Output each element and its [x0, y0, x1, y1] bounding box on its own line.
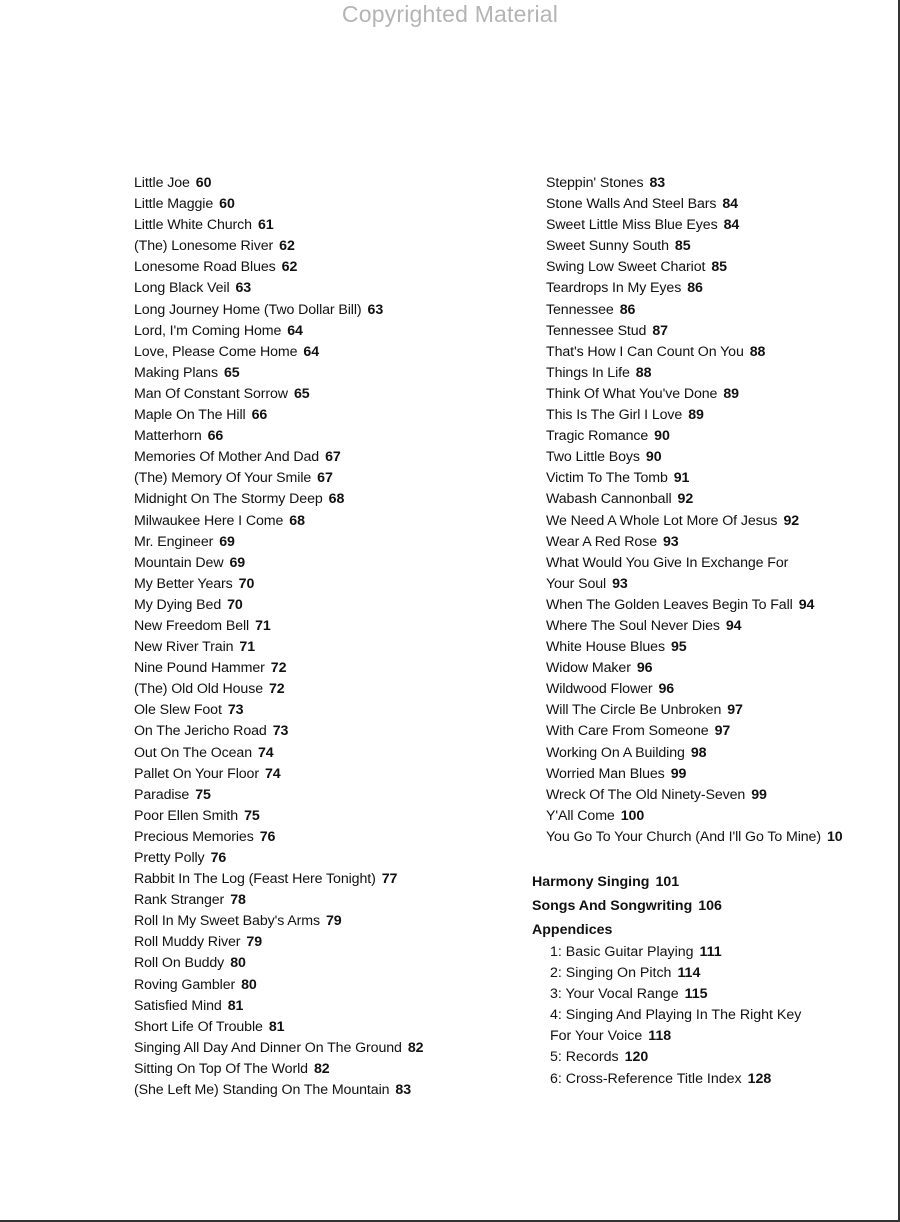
- entry-page-number: 64: [303, 343, 319, 360]
- appendix-entry: [546, 1026, 900, 1047]
- index-entry: [546, 764, 900, 785]
- index-entry: [134, 764, 514, 785]
- index-entry: [546, 721, 900, 742]
- entry-page-number: 92: [783, 512, 800, 529]
- index-entry: [546, 595, 900, 616]
- entry-title: Harmony Singing: [532, 874, 650, 890]
- entry-page-number: 62: [279, 238, 295, 255]
- entry-title: Roving Gambler: [134, 976, 236, 993]
- entry-title: Swing Low Sweet Chariot: [546, 259, 706, 276]
- entry-page-number: 83: [649, 175, 666, 191]
- index-entry: [134, 1038, 514, 1059]
- entry-title: Memories Of Mother And Dad: [134, 449, 320, 466]
- index-entry: [134, 806, 514, 827]
- index-entry: [134, 405, 514, 426]
- entry-title: Rabbit In The Log (Feast Here Tonight): [134, 871, 376, 888]
- index-entry: [546, 447, 900, 468]
- entry-page-number: 97: [714, 723, 731, 740]
- index-entry: [134, 1017, 514, 1038]
- index-entry: [134, 278, 514, 299]
- entry-title: That's How I Can Count On You: [546, 343, 744, 360]
- entry-title: 4: Singing And Playing In The Right Key: [550, 1007, 802, 1024]
- entry-title: Wildwood Flower: [546, 681, 653, 698]
- entry-page-number: 96: [658, 681, 675, 698]
- index-entry: [134, 911, 514, 932]
- entry-title: Poor Ellen Smith: [134, 807, 239, 824]
- entry-title: Singing All Day And Dinner On The Ground: [134, 1039, 402, 1056]
- entry-page-number: 83: [395, 1082, 411, 1099]
- index-entry: [134, 700, 514, 721]
- entry-page-number: 115: [684, 986, 708, 1003]
- index-entry: [134, 1080, 514, 1101]
- entry-page-number: 79: [325, 913, 342, 930]
- index-entry: [134, 489, 514, 510]
- index-entry: [134, 975, 514, 996]
- entry-page-number: 75: [244, 807, 260, 824]
- section-heading: [532, 870, 900, 894]
- entry-title: Victim To The Tomb: [546, 470, 668, 487]
- appendix-entry: [546, 1005, 900, 1026]
- entry-title: Wabash Cannonball: [546, 491, 672, 508]
- entry-page-number: 72: [269, 681, 285, 698]
- entry-page-number: 90: [654, 428, 670, 445]
- section-heading: [532, 894, 900, 918]
- index-entry: [546, 278, 900, 299]
- index-entry: [546, 384, 900, 405]
- entry-title: You Go To Your Church (And I'll Go To Mine): [546, 828, 821, 845]
- entry-page-number: 101: [655, 874, 680, 890]
- appendix-entry: [546, 963, 900, 984]
- index-entry: [134, 321, 514, 342]
- entry-title: Wear A Red Rose: [546, 533, 658, 550]
- entry-title: On The Jericho Road: [134, 723, 267, 740]
- appendix-entry: [546, 1069, 900, 1090]
- section-heading: [532, 918, 900, 942]
- index-entry: [546, 405, 900, 426]
- entry-title: New River Train: [134, 639, 234, 656]
- entry-title: Love, Please Come Home: [134, 343, 298, 360]
- entry-page-number: 84: [722, 196, 738, 213]
- entry-title: We Need A Whole Lot More Of Jesus: [546, 512, 778, 529]
- entry-title: Sitting On Top Of The World: [134, 1060, 308, 1077]
- index-entry: [134, 869, 514, 890]
- entry-title: (The) Old Old House: [134, 681, 263, 698]
- entry-title: Sweet Sunny South: [546, 238, 669, 255]
- index-entry: [134, 257, 514, 278]
- entry-page-number: 87: [652, 322, 668, 339]
- index-entry: [134, 743, 514, 764]
- entry-page-number: 73: [227, 702, 244, 719]
- index-entry: [134, 827, 514, 848]
- entry-title: Songs And Songwriting: [532, 898, 693, 914]
- entry-title: Sweet Little Miss Blue Eyes: [546, 217, 718, 234]
- entry-page-number: 68: [328, 491, 345, 508]
- entry-page-number: 80: [241, 976, 257, 993]
- index-entry: [546, 806, 900, 827]
- index-entry: [546, 679, 900, 700]
- entry-title: Tennessee Stud: [546, 322, 647, 339]
- index-entry: [134, 363, 514, 384]
- index-entry: [134, 574, 514, 595]
- entry-title: My Dying Bed: [134, 596, 222, 613]
- entry-page-number: 84: [723, 217, 740, 234]
- entry-title: White House Blues: [546, 639, 665, 656]
- index-entry: [546, 827, 900, 848]
- index-column-right: [532, 173, 900, 1090]
- index-entry: [134, 595, 514, 616]
- index-entry: [546, 215, 900, 236]
- entry-page-number: 76: [259, 828, 276, 845]
- entry-title: (She Left Me) Standing On The Mountain: [134, 1082, 390, 1099]
- entry-title: Precious Memories: [134, 828, 254, 845]
- entry-page-number: 89: [688, 407, 704, 424]
- index-entry: [546, 700, 900, 721]
- entry-page-number: 65: [293, 385, 310, 402]
- entry-page-number: 91: [673, 470, 690, 487]
- entry-title: Roll In My Sweet Baby's Arms: [134, 913, 320, 930]
- copyright-watermark: Copyrighted Material: [341, 1, 559, 27]
- entry-page-number: 99: [670, 765, 687, 782]
- entry-page-number: 63: [235, 280, 252, 297]
- index-entry: [546, 637, 900, 658]
- index-entry: [134, 215, 514, 236]
- entry-title: 1: Basic Guitar Playing: [550, 944, 694, 960]
- entry-title: 5: Records: [550, 1049, 619, 1066]
- entry-title: Man Of Constant Sorrow: [134, 385, 288, 402]
- entry-title: Out On The Ocean: [134, 744, 253, 761]
- index-entry: [546, 658, 900, 679]
- entry-page-number: 61: [257, 217, 274, 234]
- entry-page-number: 99: [751, 786, 767, 803]
- entry-page-number: 73: [272, 723, 289, 740]
- entry-title: Rank Stranger: [134, 892, 225, 909]
- entry-page-number: 95: [670, 639, 687, 656]
- entry-page-number: 65: [223, 364, 240, 381]
- entry-title: Roll Muddy River: [134, 934, 241, 951]
- index-entry: [134, 616, 514, 637]
- entry-page-number: 72: [270, 660, 287, 677]
- index-entry: [134, 194, 514, 215]
- entry-page-number: 98: [690, 744, 707, 761]
- entry-page-number: 120: [624, 1049, 649, 1066]
- entry-title: Long Black Veil: [134, 280, 230, 297]
- index-entry: [134, 532, 514, 553]
- entry-page-number: 81: [227, 997, 244, 1014]
- entry-page-number: 66: [207, 428, 224, 445]
- index-entry: [134, 173, 514, 194]
- index-entry: [134, 468, 514, 489]
- entry-title: Ole Slew Foot: [134, 702, 222, 719]
- entry-page-number: 76: [210, 850, 227, 866]
- appendix-entry: [546, 942, 900, 963]
- entry-page-number: 97: [727, 702, 743, 719]
- entry-page-number: 128: [747, 1070, 772, 1087]
- index-entry: [546, 553, 900, 574]
- index-entry: [134, 785, 514, 806]
- entry-page-number: 93: [663, 533, 679, 550]
- entry-page-number: 114: [677, 965, 701, 982]
- entry-page-number: 92: [677, 491, 694, 508]
- index-entry: [134, 553, 514, 574]
- index-entry: [546, 342, 900, 363]
- entry-title: 2: Singing On Pitch: [550, 965, 672, 982]
- entry-title: Short Life Of Trouble: [134, 1018, 263, 1035]
- entry-page-number: 67: [325, 449, 341, 466]
- entry-title: Y'All Come: [546, 807, 615, 824]
- entry-title: Maple On The Hill: [134, 407, 246, 424]
- entry-title: Your Soul: [546, 575, 607, 592]
- entry-title: Teardrops In My Eyes: [546, 280, 682, 297]
- entry-page-number: 90: [645, 449, 662, 466]
- entry-title: 6: Cross-Reference Title Index: [550, 1070, 742, 1087]
- index-entry: [134, 511, 514, 532]
- index-entry: [546, 616, 900, 637]
- entry-page-number: 78: [230, 892, 246, 909]
- index-entry: [546, 194, 900, 215]
- entry-title: Worried Man Blues: [546, 765, 665, 782]
- entry-title: 3: Your Vocal Range: [550, 986, 679, 1003]
- entry-title: Appendices: [532, 922, 613, 938]
- index-entry: [546, 426, 900, 447]
- index-entry: [134, 1059, 514, 1080]
- index-entry: [546, 173, 900, 194]
- entry-page-number: 106: [698, 898, 722, 914]
- entry-title: Things In Life: [546, 364, 630, 381]
- index-entry: [134, 932, 514, 953]
- entry-title: Little Maggie: [134, 196, 214, 213]
- index-entry: [546, 321, 900, 342]
- entry-page-number: 118: [648, 1028, 672, 1045]
- entry-page-number: 94: [798, 596, 815, 613]
- index-entry: [134, 637, 514, 658]
- entry-page-number: 85: [674, 238, 691, 255]
- entry-title: Will The Circle Be Unbroken: [546, 702, 722, 719]
- entry-title: Wreck Of The Old Ninety-Seven: [546, 786, 746, 803]
- entry-title: Milwaukee Here I Come: [134, 512, 284, 529]
- entry-page-number: 70: [238, 575, 255, 592]
- index-entry: [546, 489, 900, 510]
- index-entry: [546, 300, 900, 321]
- entry-page-number: 69: [219, 533, 235, 550]
- entry-title: Stone Walls And Steel Bars: [546, 196, 717, 213]
- entry-page-number: 79: [246, 934, 263, 951]
- entry-title: Lord, I'm Coming Home: [134, 322, 282, 339]
- index-entry: [546, 743, 900, 764]
- index-entry: [134, 447, 514, 468]
- index-entry: [134, 996, 514, 1017]
- entry-page-number: 100: [620, 807, 645, 824]
- entry-title: Steppin' Stones: [546, 175, 644, 191]
- entry-page-number: 68: [289, 512, 305, 529]
- entry-title: When The Golden Leaves Begin To Fall: [546, 596, 793, 613]
- entry-title: Mr. Engineer: [134, 533, 214, 550]
- entry-title: Tragic Romance: [546, 428, 649, 445]
- entry-title: Satisfied Mind: [134, 997, 222, 1014]
- entry-page-number: 70: [227, 596, 243, 613]
- entry-title: Widow Maker: [546, 660, 631, 677]
- entry-title: Think Of What You've Done: [546, 385, 718, 402]
- entry-title: (The) Lonesome River: [134, 238, 274, 255]
- entry-page-number: 75: [195, 786, 211, 803]
- index-entry: [546, 468, 900, 489]
- entry-title: Two Little Boys: [546, 449, 640, 466]
- entry-page-number: 96: [636, 660, 653, 677]
- entry-title: What Would You Give In Exchange For: [546, 554, 789, 571]
- entry-page-number: 71: [239, 639, 256, 656]
- entry-title: Nine Pound Hammer: [134, 660, 265, 677]
- entry-page-number: 85: [711, 259, 727, 276]
- index-entry: [134, 658, 514, 679]
- entry-title: Pretty Polly: [134, 850, 205, 866]
- index-entry: [546, 785, 900, 806]
- entry-title: Mountain Dew: [134, 554, 224, 571]
- entry-page-number: 60: [219, 196, 235, 213]
- entry-page-number: 80: [230, 955, 246, 972]
- entry-page-number: 67: [317, 470, 333, 487]
- entry-title: Little Joe: [134, 175, 190, 191]
- entry-page-number: 66: [251, 407, 268, 424]
- appendix-entry: [546, 1047, 900, 1068]
- entry-page-number: 86: [619, 301, 636, 318]
- index-entry: [134, 953, 514, 974]
- index-entry: [134, 426, 514, 447]
- index-column-left: [134, 173, 514, 1101]
- entry-page-number: 63: [367, 301, 384, 318]
- index-entry: [134, 342, 514, 363]
- entry-page-number: 88: [749, 343, 766, 360]
- entry-title: With Care From Someone: [546, 723, 709, 740]
- entry-page-number: 74: [264, 765, 281, 782]
- index-entry: [134, 236, 514, 257]
- entry-page-number: 69: [229, 554, 246, 571]
- index-entry: [134, 721, 514, 742]
- entry-page-number: 86: [687, 280, 703, 297]
- entry-page-number: 10: [826, 828, 843, 845]
- entry-page-number: 111: [699, 944, 722, 960]
- entry-title: Long Journey Home (Two Dollar Bill): [134, 301, 362, 318]
- entry-page-number: 60: [195, 175, 212, 191]
- entry-title: Lonesome Road Blues: [134, 259, 276, 276]
- index-entry: [134, 890, 514, 911]
- entry-title: Tennessee: [546, 301, 614, 318]
- entry-title: Matterhorn: [134, 428, 202, 445]
- entry-page-number: 82: [313, 1060, 330, 1077]
- entry-page-number: 89: [723, 385, 739, 402]
- index-entry: [546, 532, 900, 553]
- entry-title: Midnight On The Stormy Deep: [134, 491, 323, 508]
- index-entry: [134, 848, 514, 869]
- index-entry: [546, 257, 900, 278]
- entry-title: Roll On Buddy: [134, 955, 225, 972]
- index-entry: [134, 679, 514, 700]
- index-entry: [546, 574, 900, 595]
- index-entry: [546, 363, 900, 384]
- entry-page-number: 93: [612, 575, 628, 592]
- entry-page-number: 74: [258, 744, 274, 761]
- entry-page-number: 62: [281, 259, 298, 276]
- index-entry: [134, 300, 514, 321]
- entry-page-number: 82: [407, 1039, 424, 1056]
- entry-title: Where The Soul Never Dies: [546, 617, 720, 634]
- entry-title: This Is The Girl I Love: [546, 407, 683, 424]
- index-entry: [546, 511, 900, 532]
- entry-title: New Freedom Bell: [134, 617, 250, 634]
- entry-title: (The) Memory Of Your Smile: [134, 470, 312, 487]
- section-spacer: [546, 848, 900, 870]
- entry-page-number: 81: [268, 1018, 285, 1035]
- appendix-entry: [546, 984, 900, 1005]
- entry-title: Working On A Building: [546, 744, 685, 761]
- index-entry: [134, 384, 514, 405]
- entry-page-number: 64: [287, 322, 303, 339]
- entry-title: Making Plans: [134, 364, 218, 381]
- entry-page-number: 71: [255, 617, 271, 634]
- entry-page-number: 77: [381, 871, 398, 888]
- entry-page-number: 88: [635, 364, 652, 381]
- entry-page-number: 94: [725, 617, 742, 634]
- index-entry: [546, 236, 900, 257]
- entry-title: Paradise: [134, 786, 190, 803]
- entry-title: Little White Church: [134, 217, 252, 234]
- entry-title: Pallet On Your Floor: [134, 765, 259, 782]
- entry-title: My Better Years: [134, 575, 233, 592]
- entry-title: For Your Voice: [550, 1028, 643, 1045]
